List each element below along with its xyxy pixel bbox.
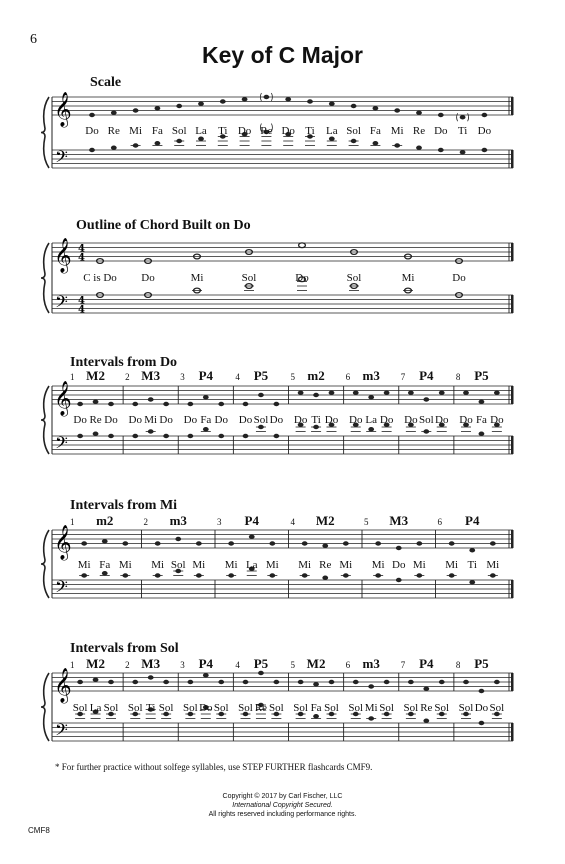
note-head bbox=[368, 395, 374, 399]
interval-number: 8 bbox=[455, 660, 461, 670]
syllable-label: Mi bbox=[486, 559, 500, 571]
interval-name: M3 bbox=[141, 656, 161, 671]
syllable-label: Do bbox=[392, 559, 406, 571]
note-head bbox=[132, 402, 138, 406]
interval-name: P5 bbox=[253, 368, 269, 383]
syllable-label: Fa bbox=[200, 414, 212, 426]
note-head bbox=[416, 146, 422, 150]
syllable-label: Mi bbox=[129, 125, 143, 137]
note-head bbox=[384, 680, 390, 684]
syllable-label: Sol bbox=[346, 272, 362, 284]
final-barline bbox=[511, 436, 514, 454]
note-head bbox=[243, 680, 249, 684]
note-head bbox=[93, 400, 99, 404]
note-head bbox=[469, 580, 475, 584]
final-barline bbox=[511, 150, 514, 168]
interval-number: 2 bbox=[125, 660, 130, 670]
note-head bbox=[460, 115, 466, 119]
note-head bbox=[423, 719, 429, 723]
note-head bbox=[264, 95, 270, 99]
syllable-label: Sol bbox=[269, 702, 284, 714]
syllable-label: Do bbox=[141, 272, 155, 284]
syllable-row-sol bbox=[0, 702, 565, 716]
note-head bbox=[163, 680, 169, 684]
treble-clef-icon: 𝄞 bbox=[54, 381, 72, 416]
syllable-label: Sol bbox=[458, 702, 474, 714]
note-head bbox=[77, 402, 83, 406]
interval-name: P4 bbox=[419, 368, 434, 383]
syllable-label: Do bbox=[269, 414, 284, 426]
note-head bbox=[77, 680, 83, 684]
syllable-label: Re bbox=[260, 125, 273, 137]
syllable-label: Do bbox=[85, 125, 99, 137]
syllable-label: Do bbox=[238, 414, 253, 426]
note-head bbox=[122, 541, 128, 545]
note-head bbox=[218, 434, 224, 438]
interval-number: 6 bbox=[345, 372, 351, 382]
syllable-label: Do bbox=[295, 272, 309, 284]
syllable-label: Sol bbox=[418, 414, 434, 426]
note-head bbox=[108, 680, 114, 684]
note-head bbox=[351, 104, 357, 108]
syllable-label: Ti bbox=[145, 702, 156, 714]
final-barline bbox=[511, 386, 514, 404]
section-title-scale: Scale bbox=[90, 75, 122, 90]
interval-number: 4 bbox=[235, 372, 240, 382]
note-head bbox=[408, 680, 414, 684]
note-head bbox=[243, 434, 249, 438]
interval-number: 1 bbox=[70, 517, 75, 527]
interval-number: 1 bbox=[70, 660, 75, 670]
interval-name: P4 bbox=[198, 368, 214, 383]
page-number: 6 bbox=[30, 32, 37, 47]
syllable-label: Do bbox=[237, 125, 252, 137]
interval-number: 5 bbox=[364, 517, 369, 527]
syllable-label: Mi bbox=[412, 559, 426, 571]
syllable-label: Sol bbox=[213, 702, 229, 714]
note-head bbox=[220, 99, 226, 103]
syllable-label: Do bbox=[379, 414, 394, 426]
syllable-label: Do bbox=[434, 125, 448, 137]
interval-name: P4 bbox=[465, 513, 480, 528]
interval-name: P4 bbox=[198, 656, 214, 671]
note-head bbox=[373, 141, 379, 145]
interval-name: m3 bbox=[169, 513, 187, 528]
section-title-intervals-do: Intervals from Do bbox=[70, 355, 178, 370]
syllable-label: Sol bbox=[324, 702, 339, 714]
syllable-label: Mi bbox=[445, 559, 459, 571]
syllable-label: Re bbox=[412, 125, 426, 137]
note-head bbox=[132, 680, 138, 684]
note-head bbox=[416, 111, 422, 115]
interval-number: 1 bbox=[70, 372, 75, 382]
treble-clef-icon: 𝄞 bbox=[54, 238, 72, 273]
interval-name: P4 bbox=[419, 656, 434, 671]
note-head bbox=[111, 146, 117, 150]
note-head bbox=[463, 391, 469, 395]
syllable-label: Mi bbox=[118, 559, 132, 571]
note-head bbox=[479, 721, 485, 725]
syllable-label: Do bbox=[349, 414, 363, 426]
note-head bbox=[273, 434, 279, 438]
interval-name: P5 bbox=[253, 656, 269, 671]
interval-name: M2 bbox=[315, 513, 335, 528]
syllable-label: Mi bbox=[371, 559, 385, 571]
syllable-label: Sol bbox=[293, 702, 308, 714]
note-head bbox=[243, 402, 249, 406]
final-barline bbox=[511, 295, 514, 313]
interval-name: P5 bbox=[474, 368, 489, 383]
syllable-label: Fa bbox=[310, 702, 322, 714]
footnote: * For further practice without solfege syllables, use STEP FURTHER flashcards CMF9. bbox=[55, 762, 373, 772]
final-barline bbox=[511, 723, 514, 741]
syllable-label: Mi bbox=[151, 559, 165, 571]
note-head bbox=[108, 402, 114, 406]
note-head bbox=[302, 541, 308, 545]
note-head bbox=[494, 391, 500, 395]
syllable-label: Do bbox=[435, 414, 449, 426]
catalog-code: CMF8 bbox=[28, 826, 50, 835]
interval-name: M2 bbox=[86, 656, 105, 671]
note-head bbox=[269, 541, 275, 545]
rights-reserved: All rights reserved including performance rights. bbox=[208, 811, 357, 818]
note-head bbox=[155, 141, 161, 145]
bass-clef-icon: 𝄢 bbox=[55, 432, 68, 457]
note-head bbox=[322, 576, 328, 580]
syllable-label: Mi bbox=[298, 559, 312, 571]
final-barline bbox=[511, 530, 514, 548]
syllable-label: Do bbox=[474, 702, 489, 714]
interval-number: 4 bbox=[235, 660, 240, 670]
syllable-label: Fa bbox=[369, 125, 381, 137]
syllable-label: Do bbox=[199, 702, 213, 714]
note-head bbox=[285, 97, 291, 101]
note-head bbox=[203, 395, 209, 399]
note-head bbox=[93, 432, 99, 436]
note-head bbox=[102, 539, 108, 543]
note-head bbox=[313, 682, 319, 686]
note-head bbox=[343, 541, 349, 545]
syllable-label: Do bbox=[404, 414, 418, 426]
syllable-label: Sol bbox=[346, 125, 361, 137]
syllable-label: Do bbox=[214, 414, 228, 426]
note-head bbox=[329, 102, 335, 106]
interval-headers-mi bbox=[0, 513, 565, 531]
note-head bbox=[396, 546, 402, 550]
syllable-label: Mi bbox=[265, 559, 279, 571]
note-head bbox=[307, 99, 313, 103]
note-head bbox=[490, 541, 496, 545]
note-head bbox=[353, 680, 359, 684]
time-signature: 4 bbox=[78, 243, 85, 255]
syllable-label: Do bbox=[73, 414, 87, 426]
section-title-intervals-mi: Intervals from Mi bbox=[70, 498, 178, 513]
syllable-label: La bbox=[195, 125, 207, 137]
treble-clef-icon: 𝄞 bbox=[54, 525, 72, 560]
interval-number: 5 bbox=[290, 372, 295, 382]
bass-clef-icon: 𝄢 bbox=[55, 576, 68, 601]
note-head bbox=[329, 391, 335, 395]
interval-number: 3 bbox=[180, 372, 185, 382]
interval-headers-do bbox=[0, 368, 565, 386]
syllable-label: Sol bbox=[241, 272, 257, 284]
syllable-label: Sol bbox=[183, 702, 198, 714]
whole-note bbox=[299, 243, 306, 248]
note-head bbox=[155, 106, 161, 110]
note-head bbox=[187, 680, 193, 684]
note-head bbox=[242, 97, 248, 101]
note-head bbox=[111, 111, 117, 115]
syllable-label: Mi bbox=[401, 272, 415, 284]
note-head bbox=[423, 397, 429, 401]
note-head bbox=[273, 680, 279, 684]
syllable-label: Mi bbox=[192, 559, 206, 571]
syllable-row-scale bbox=[0, 125, 565, 139]
note-head bbox=[384, 391, 390, 395]
interval-number: 3 bbox=[180, 660, 185, 670]
note-head bbox=[175, 537, 181, 541]
syllable-label: Do bbox=[293, 414, 308, 426]
interval-number: 7 bbox=[400, 372, 406, 382]
note-head bbox=[396, 578, 402, 582]
final-barline bbox=[511, 243, 514, 261]
note-head bbox=[89, 148, 95, 152]
note-head bbox=[298, 680, 304, 684]
note-head bbox=[375, 541, 381, 545]
note-head bbox=[460, 150, 466, 154]
syllable-label: Sol bbox=[127, 702, 143, 714]
syllable-row-do bbox=[0, 414, 565, 428]
interval-number: 8 bbox=[455, 372, 461, 382]
note-head bbox=[228, 541, 234, 545]
note-head bbox=[298, 391, 304, 395]
interval-name: m2 bbox=[96, 513, 114, 528]
syllable-label: Do bbox=[183, 414, 198, 426]
note-head bbox=[439, 680, 445, 684]
syllable-label: Do bbox=[281, 125, 295, 137]
note-head bbox=[479, 400, 485, 404]
syllable-label: La bbox=[245, 559, 258, 571]
syllable-label: Sol bbox=[489, 702, 505, 714]
syllable-label: C is Do bbox=[83, 272, 117, 284]
note-head bbox=[132, 434, 138, 438]
syllable-label: Sol bbox=[403, 702, 419, 714]
interval-number: 7 bbox=[400, 660, 406, 670]
note-head bbox=[273, 402, 279, 406]
interval-number: 3 bbox=[217, 517, 222, 527]
syllable-label: Do bbox=[477, 125, 492, 137]
note-head bbox=[163, 402, 169, 406]
note-head bbox=[81, 541, 87, 545]
interval-number: 4 bbox=[290, 517, 295, 527]
interval-name: m3 bbox=[362, 656, 380, 671]
interval-number: 5 bbox=[290, 660, 295, 670]
note-head bbox=[187, 434, 193, 438]
final-barline bbox=[511, 97, 514, 115]
note-head bbox=[394, 108, 400, 112]
note-head bbox=[439, 391, 445, 395]
syllable-label: La bbox=[89, 702, 102, 714]
bass-clef-icon: 𝄢 bbox=[55, 146, 68, 171]
note-head bbox=[198, 102, 204, 106]
syllable-label: Mi bbox=[339, 559, 353, 571]
note-head bbox=[93, 678, 99, 682]
syllable-label: Re bbox=[319, 559, 332, 571]
interval-number: 2 bbox=[143, 517, 148, 527]
note-head bbox=[479, 432, 485, 436]
interval-name: M2 bbox=[306, 656, 326, 671]
syllable-label: Sol bbox=[72, 702, 88, 714]
syllable-label: Mi bbox=[190, 272, 204, 284]
copyright-line: Copyright © 2017 by Carl Fischer, LLC bbox=[222, 793, 343, 800]
syllable-label: Mi bbox=[77, 559, 91, 571]
note-head bbox=[313, 393, 319, 397]
note-head bbox=[373, 106, 379, 110]
syllable-label: Sol bbox=[238, 702, 253, 714]
interval-name: m3 bbox=[362, 368, 380, 383]
syllable-label: Mi bbox=[364, 702, 378, 714]
syllable-label: Mi bbox=[144, 414, 158, 426]
syllable-label: Do bbox=[104, 414, 118, 426]
syllable-label: Ti bbox=[305, 125, 315, 137]
interval-name: M3 bbox=[141, 368, 161, 383]
syllable-label: Do bbox=[490, 414, 504, 426]
final-barline bbox=[511, 580, 514, 598]
note-head bbox=[187, 402, 193, 406]
note-head bbox=[133, 108, 139, 112]
interval-name: M2 bbox=[86, 368, 105, 383]
page-title: Key of C Major bbox=[201, 42, 364, 68]
syllable-label: Mi bbox=[390, 125, 404, 137]
note-head bbox=[148, 397, 154, 401]
note-head bbox=[108, 434, 114, 438]
note-head bbox=[423, 687, 429, 691]
note-head bbox=[218, 680, 224, 684]
note-head bbox=[163, 434, 169, 438]
note-head bbox=[438, 113, 444, 117]
time-signature: 4 bbox=[78, 295, 85, 307]
syllable-label: Sol bbox=[348, 702, 364, 714]
interval-number: 6 bbox=[345, 660, 351, 670]
note-head bbox=[148, 675, 154, 679]
note-head bbox=[353, 391, 359, 395]
note-head bbox=[438, 148, 444, 152]
syllable-label: Do bbox=[459, 414, 473, 426]
syllable-label: Sol bbox=[253, 414, 269, 426]
interval-name: M3 bbox=[389, 513, 409, 528]
syllable-label: Re bbox=[107, 125, 120, 137]
interval-name: m2 bbox=[307, 368, 325, 383]
note-head bbox=[463, 680, 469, 684]
syllable-label: Mi bbox=[224, 559, 238, 571]
note-head bbox=[368, 684, 374, 688]
syllable-label: Sol bbox=[103, 702, 119, 714]
note-head bbox=[482, 148, 488, 152]
final-barline bbox=[511, 673, 514, 691]
note-head bbox=[469, 548, 475, 552]
interval-name: P5 bbox=[474, 656, 489, 671]
syllable-label: Re bbox=[89, 414, 102, 426]
note-head bbox=[322, 544, 328, 548]
bass-clef-icon: 𝄢 bbox=[55, 291, 68, 316]
syllable-label: La bbox=[325, 125, 338, 137]
syllable-label: Ti bbox=[311, 414, 321, 426]
note-head bbox=[218, 402, 224, 406]
note-head bbox=[77, 434, 83, 438]
note-head bbox=[176, 104, 182, 108]
syllable-row-chord bbox=[0, 272, 565, 286]
syllable-label: Ti bbox=[218, 125, 228, 137]
syllable-label: Sol bbox=[170, 559, 186, 571]
syllable-label: Do bbox=[159, 414, 173, 426]
syllable-label: Fa bbox=[475, 414, 487, 426]
syllable-label: Ti bbox=[467, 559, 477, 571]
note-head bbox=[249, 535, 255, 539]
note-head bbox=[408, 391, 414, 395]
interval-number: 2 bbox=[125, 372, 130, 382]
syllable-label: Sol bbox=[158, 702, 174, 714]
syllable-label: La bbox=[365, 414, 377, 426]
treble-clef-icon: 𝄞 bbox=[54, 668, 72, 703]
section-title-intervals-sol: Intervals from Sol bbox=[70, 641, 179, 656]
syllable-label: Do bbox=[452, 272, 466, 284]
section-title-chord: Outline of Chord Built on Do bbox=[76, 218, 251, 233]
syllable-label: Sol bbox=[379, 702, 394, 714]
syllable-label: Fa bbox=[151, 125, 163, 137]
syllable-label: Sol bbox=[171, 125, 187, 137]
interval-number: 6 bbox=[437, 517, 442, 527]
time-signature: 4 bbox=[78, 252, 85, 264]
note-head bbox=[258, 393, 264, 397]
syllable-label: Do bbox=[324, 414, 339, 426]
note-head bbox=[89, 113, 95, 117]
note-head bbox=[479, 689, 485, 693]
note-head bbox=[416, 541, 422, 545]
copyright-notice bbox=[0, 792, 565, 819]
time-signature: 4 bbox=[78, 304, 85, 316]
syllable-label: Ti bbox=[457, 125, 468, 137]
note-head bbox=[329, 680, 335, 684]
syllable-label: Fa bbox=[99, 559, 111, 571]
note-head bbox=[155, 541, 161, 545]
syllable-label: Do bbox=[128, 414, 142, 426]
note-head bbox=[494, 680, 500, 684]
treble-clef-icon: 𝄞 bbox=[54, 92, 72, 127]
syllable-label: Re bbox=[254, 702, 268, 714]
syllable-row-mi bbox=[0, 559, 565, 573]
copyright-secured: International Copyright Secured. bbox=[232, 802, 333, 809]
note-head bbox=[482, 113, 488, 117]
interval-name: P4 bbox=[244, 513, 259, 528]
syllable-label: Sol bbox=[434, 702, 450, 714]
note-head bbox=[196, 541, 202, 545]
bass-clef-icon: 𝄢 bbox=[55, 719, 68, 744]
note-head bbox=[449, 541, 455, 545]
syllable-label: Re bbox=[420, 702, 433, 714]
interval-headers-sol bbox=[0, 656, 565, 674]
